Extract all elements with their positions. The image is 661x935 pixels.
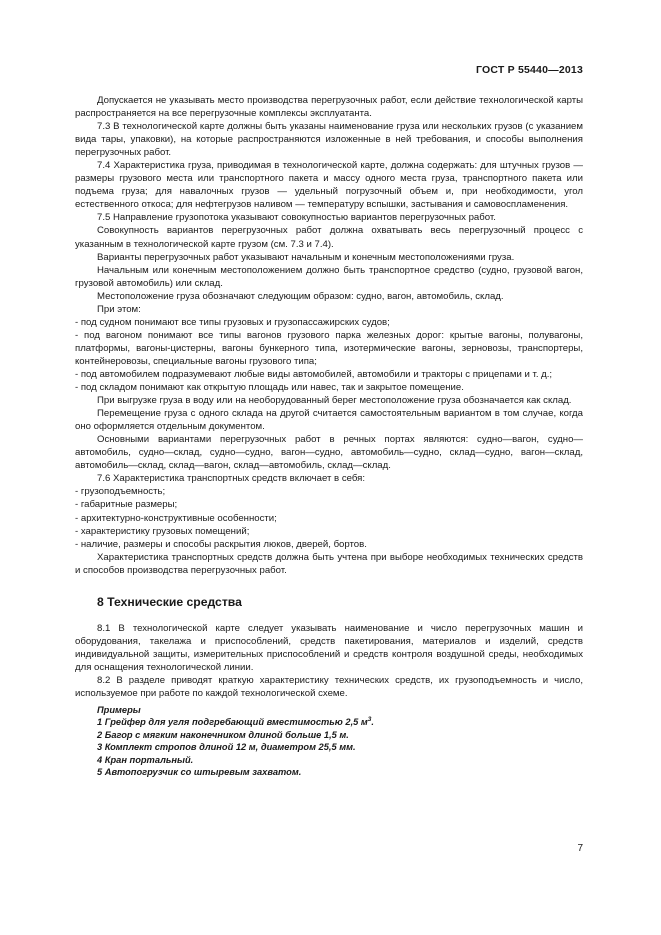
paragraph: Начальным или конечным местоположением должно быть транспортное средство (судно, грузовой вагон, грузовой автомобиль) или склад. [75,264,583,289]
paragraph: Основными вариантами перегрузочных работ в речных портах являются: судно—вагон, судно—автомобиль, судно—склад, судно—судно, вагон—судно, автомобиль—судно, склад—судно, вагон—склад, автомобиль—склад, склад—вагон, склад—автомобиль, склад—склад. [75,434,583,472]
list-item: - грузоподъемность; [75,486,166,498]
list-item: - архитектурно-конструктивные особенности; [75,512,277,524]
paragraph: При этом: [97,303,141,315]
section-8-title: 8 Технические средства [97,594,242,609]
paragraph-7-5: 7.5 Направление грузопотока указывают совокупностью вариантов перегрузочных работ. [97,212,496,224]
superscript: 3 [367,716,372,724]
examples-title: Примеры [97,705,141,716]
paragraph: Варианты перегрузочных работ указывают начальным и конечным местоположениями груза. [97,251,515,263]
example-item-1-text: 1 Грейфер для угля подгребающий вместимостью 2,5 м [97,717,368,728]
example-item-1 [75,716,583,728]
list-item: - наличие, размеры и способы раскрытия люков, дверей, бортов. [75,538,367,550]
paragraph: При выгрузке груза в воду или на необорудованный берег местоположение груза обозначается как склад. [97,395,572,407]
list-item: - под складом понимают как открытую площадь или навес, так и закрытое помещение. [75,382,464,394]
example-item-5: 5 Автопогрузчик со штыревым захватом. [97,767,302,778]
paragraph: Допускается не указывать место производства перегрузочных работ, если действие технологической карты распространяется на все перегрузочные комплексы эксплуатанта. [75,95,583,120]
document-header: ГОСТ Р 55440—2013 [475,64,583,76]
list-item: - характеристику грузовых помещений; [75,525,250,537]
example-item-3: 3 Комплект стропов длиной 12 м, диаметром 25,5 мм. [97,742,356,753]
paragraph: Совокупность вариантов перегрузочных работ должна охватывать весь перегрузочный процесс с указанным в технологической карте грузом (см. 7.3 и 7.4). [75,225,583,250]
list-item: - габаритные размеры; [75,499,178,511]
paragraph: Перемещение груза с одного склада на другой считается самостоятельным вариантом в том случае, когда оно оформляется отдельным документом. [75,408,583,433]
paragraph-7-3: 7.3 В технологической карте должны быть указаны наименование груза или нескольких грузов (с указанием вида тары, упаковки), на которые распространяются изложенные в ней требования, и способы выполнения перегрузочных работ. [75,121,583,159]
list-item: - под судном понимают все типы грузовых и грузопассажирских судов; [75,316,390,328]
list-item: - под автомобилем подразумевают любые виды автомобилей, автомобили и тракторы с прицепами и т. д.; [75,368,553,380]
spacer [75,577,583,581]
example-item-1-end: . [371,717,375,728]
document-body [75,94,583,778]
paragraph: Характеристика транспортных средств должна быть учтена при выборе необходимых технических средств и способов производства перегрузочных работ. [75,551,583,576]
example-item-4: 4 Кран портальный. [97,754,194,765]
paragraph-8-1: 8.1 В технологической карте следует указывать наименование и число перегрузочных машин и оборудования, такелажа и приспособлений, средств пакетирования, материалов и изделий, средств индивидуальной защиты, измерительных приспособлений и средств контроля воздушной среды, необходимых для оснащения технологической линии. [75,622,583,673]
paragraph: Местоположение груза обозначают следующим образом: судно, вагон, автомобиль, склад. [97,290,504,302]
page-number: 7 [577,843,583,854]
example-item-2: 2 Багор с мягким наконечником длиной больше 1,5 м. [97,729,349,740]
paragraph-7-6: 7.6 Характеристика транспортных средств включает в себя: [97,473,365,485]
paragraph-8-2: 8.2 В разделе приводят краткую характеристику технических средств, их грузоподъемность и число, используемое при работе по каждой технологической схеме. [75,674,583,699]
list-item: - под вагоном понимают все типы вагонов грузового парка железных дорог: крытые вагоны, полувагоны, платформы, вагоны-цистерны, вагоны бункерного типа, изотермические вагоны, зерновозы, транспортеры, контейнеровозы, специальные вагоны грузового типа; [75,329,583,367]
paragraph-7-4: 7.4 Характеристика груза, приводимая в технологической карте, должна содержать: для штучных грузов — размеры грузового места или транспортного пакета и массу одного места груза, транспортного пакета или подъема груза; для навалочных грузов — удельный погрузочный объем и, при необходимости, угол естественного откоса; для нефтегрузов наливом — температуру вспышки, застывания и самовоспламенения. [75,160,583,211]
